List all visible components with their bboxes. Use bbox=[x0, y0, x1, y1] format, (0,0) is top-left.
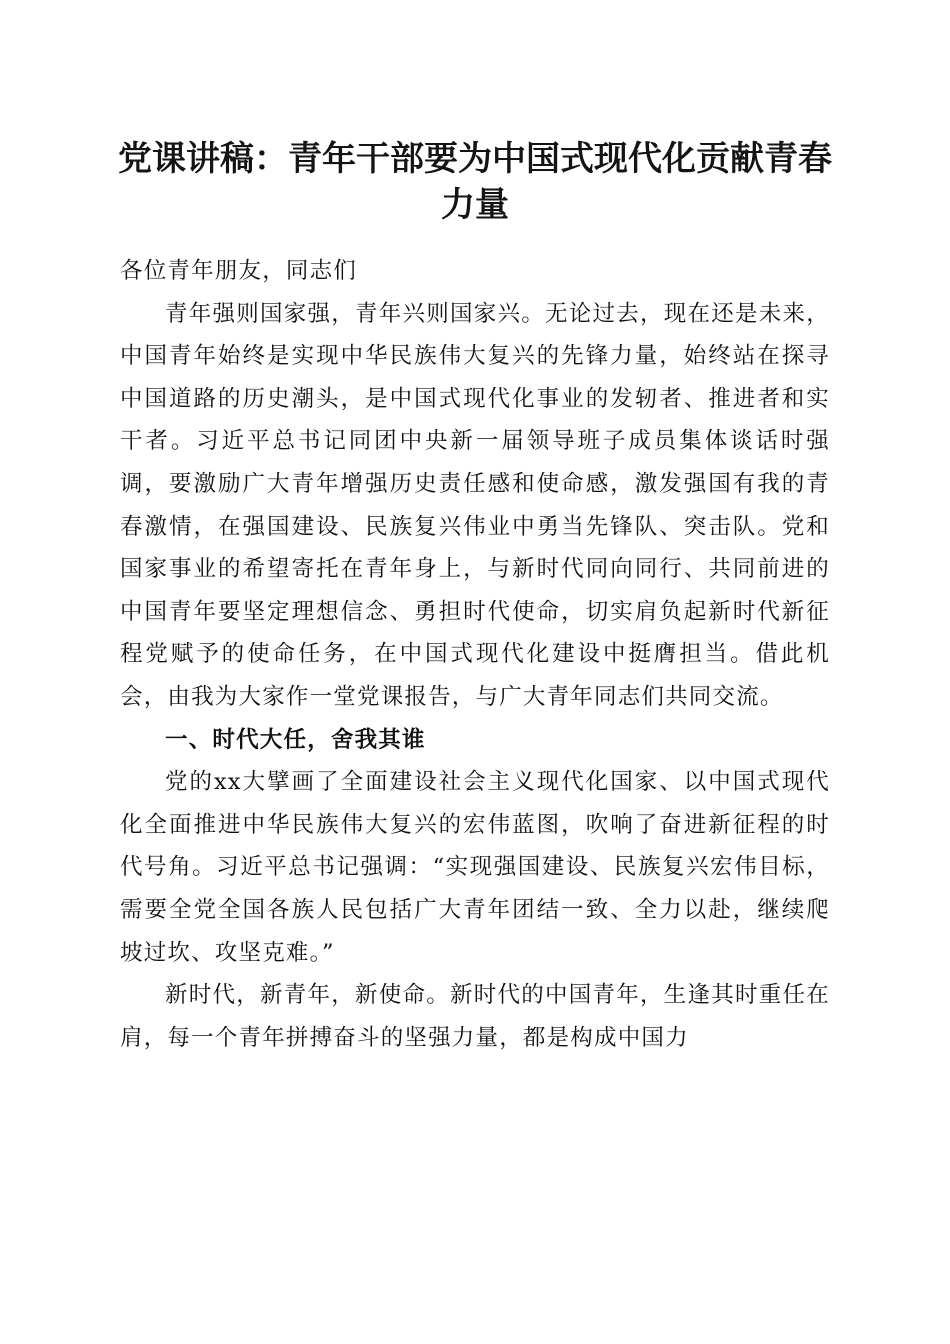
section-paragraph: 新时代，新青年，新使命。新时代的中国青年，生逢其时重任在肩，每一个青年拼搏奋斗的坚强力量，都是构成中国力 bbox=[120, 982, 830, 1051]
section-heading: 一、时代大任，舍我其谁 bbox=[165, 726, 426, 753]
intro-paragraph: 青年强则国家强，青年兴则国家兴。无论过去，现在还是未来，中国青年始终是实现中华民族伟大复兴的先锋力量，始终站在探寻中国道路的历史潮头，是中国式现代化事业的发轫者、推进者和实干者。习近平总书记同团中央新一届领导班子成员集体谈话时强调，要激励广大青年增强历史责任感和使命感，激发强国有我的青春激情，在强国建设、民族复兴伟业中勇当先锋队、突击队。党和国家事业的希望寄托在青年身上，与新时代同向同行、共同前进的中国青年要坚定理想信念、勇担时代使命，切实肩负起新时代新征程党赋予的使命任务，在中国式现代化建设中挺膺担当。借此机会，由我为大家作一堂党课报告，与广大青年同志们共同交流。 bbox=[120, 300, 830, 710]
greeting: 各位青年朋友，同志们 bbox=[120, 258, 358, 284]
document-title: 党课讲稿：青年干部要为中国式现代化贡献青春力量 bbox=[118, 139, 832, 225]
section-paragraph: 党的xx大擘画了全面建设社会主义现代化国家、以中国式现代化全面推进中华民族伟大复兴的宏伟蓝图，吹响了奋进新征程的时代号角。习近平总书记强调：“实现强国建设、民族复兴宏伟目标，需要全党全国各族人民包括广大青年团结一致、全力以赴，继续爬坡过坎、攻坚克难。” bbox=[120, 769, 830, 966]
document-body bbox=[120, 250, 830, 1059]
